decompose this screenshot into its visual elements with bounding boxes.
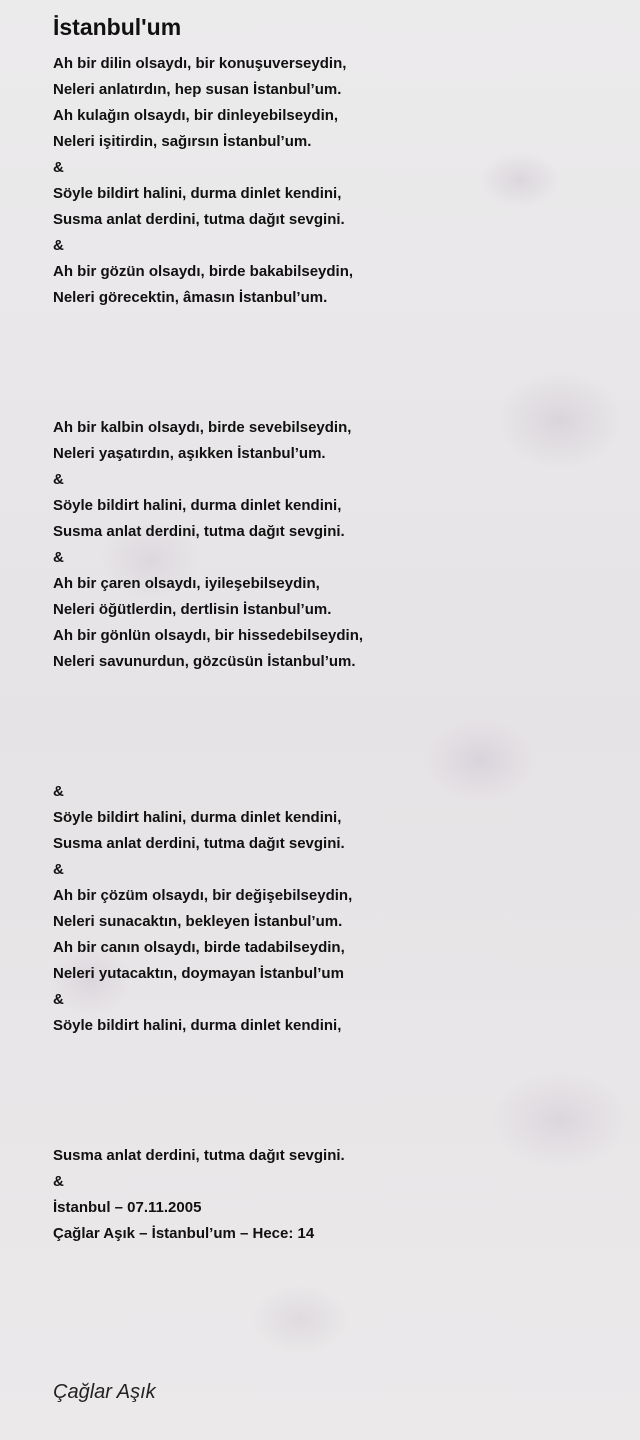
poem-line: Susma anlat derdini, tutma dağıt sevgini. <box>53 1147 345 1164</box>
poem-line: Ah bir dilin olsaydı, bir konuşuverseydin, <box>53 55 347 72</box>
stanza-gap <box>53 311 613 415</box>
poem-line: Söyle bildirt halini, durma dinlet kendini, <box>53 497 342 514</box>
poem-line: & <box>53 783 64 800</box>
poem-line: Söyle bildirt halini, durma dinlet kendini, <box>53 809 342 826</box>
stanza-2 <box>53 415 613 675</box>
poem-line: & <box>53 159 64 176</box>
poem-line: Ah kulağın olsaydı, bir dinleyebilseydin, <box>53 107 339 124</box>
stanza-gap <box>53 675 613 779</box>
poem-line: & <box>53 237 64 254</box>
poem-line: Ah bir kalbin olsaydı, birde sevebilseydin, <box>53 419 352 436</box>
stanza-4 <box>53 1143 613 1247</box>
poem-line: Ah bir çözüm olsaydı, bir değişebilseydin, <box>53 887 353 904</box>
poem-body <box>53 51 613 1247</box>
poem-line: Neleri sunacaktın, bekleyen İstanbul’um. <box>53 913 343 930</box>
poem-line: Ah bir çaren olsaydı, iyileşebilseydin, <box>53 575 320 592</box>
poem-title: İstanbul'um <box>53 14 182 40</box>
poem-signature-line: Çağlar Aşık – İstanbul’um – Hece: 14 <box>53 1225 315 1242</box>
stanza-gap <box>53 1039 613 1143</box>
poem-line: Söyle bildirt halini, durma dinlet kendini, <box>53 185 342 202</box>
poem-author: Çağlar Aşık <box>53 1381 156 1403</box>
poem-line: & <box>53 991 64 1008</box>
stanza-3 <box>53 779 613 1039</box>
poem-line: Neleri anlatırdın, hep susan İstanbul’um. <box>53 81 342 98</box>
poem-line: & <box>53 1173 64 1190</box>
poem-line: & <box>53 471 64 488</box>
poem-line: Söyle bildirt halini, durma dinlet kendini, <box>53 1017 342 1034</box>
poem-line: Neleri yutacaktın, doymayan İstanbul’um <box>53 965 344 982</box>
poem-date-line: İstanbul – 07.11.2005 <box>53 1199 202 1216</box>
poem-line: Ah bir canın olsaydı, birde tadabilseydin, <box>53 939 345 956</box>
poem-line: Ah bir gönlün olsaydı, bir hissedebilseydin, <box>53 627 364 644</box>
poem-line: Susma anlat derdini, tutma dağıt sevgini. <box>53 835 345 852</box>
stanza-1 <box>53 51 613 311</box>
poem-line: Susma anlat derdini, tutma dağıt sevgini. <box>53 211 345 228</box>
poem-line: Neleri savunurdun, gözcüsün İstanbul’um. <box>53 653 356 670</box>
poem-line: & <box>53 861 64 878</box>
poem-line: Ah bir gözün olsaydı, birde bakabilseydin, <box>53 263 354 280</box>
poem-line: Neleri yaşatırdın, aşıkken İstanbul’um. <box>53 445 326 462</box>
poem-line: Neleri öğütlerdin, dertlisin İstanbul’um. <box>53 601 332 618</box>
poem-line: & <box>53 549 64 566</box>
poem-line: Susma anlat derdini, tutma dağıt sevgini. <box>53 523 345 540</box>
poem-line: Neleri işitirdin, sağırsın İstanbul’um. <box>53 133 312 150</box>
poem-line: Neleri görecektin, âmasın İstanbul’um. <box>53 289 328 306</box>
